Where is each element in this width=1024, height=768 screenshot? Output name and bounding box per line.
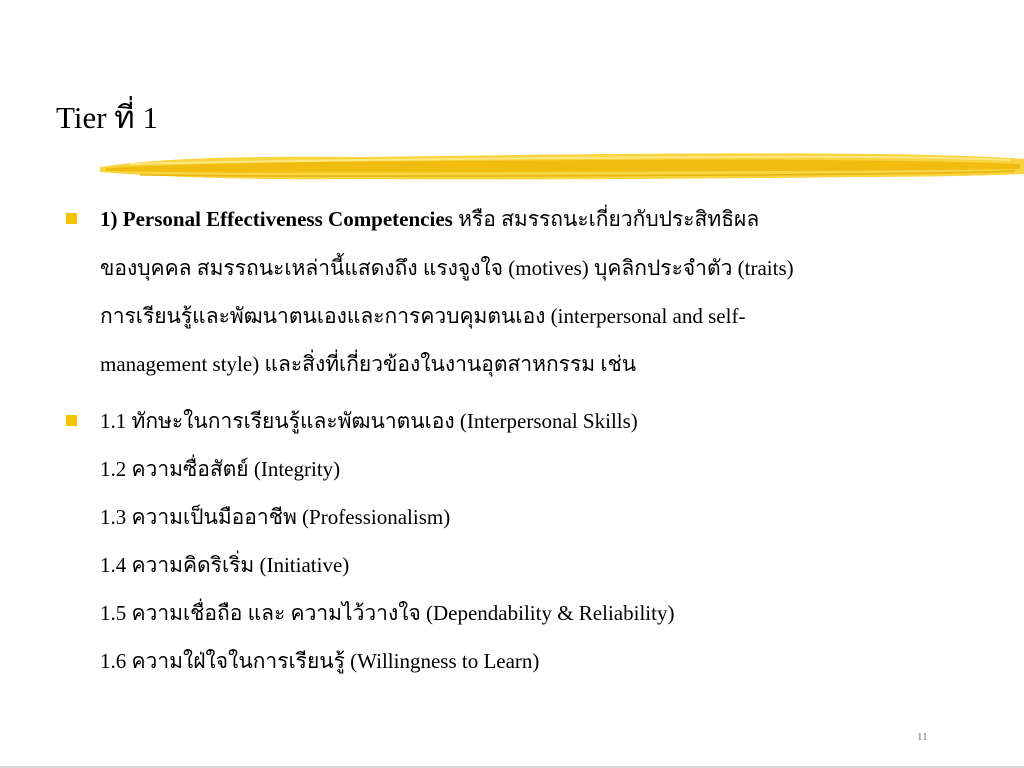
square-bullet-icon [66, 415, 77, 426]
bullet-line [100, 204, 759, 234]
list-item: 1.6 ความใฝ่ใจในการเรียนรู้ (Willingness to Learn) [100, 649, 540, 673]
bullet-text: หรือ สมรรถนะเกี่ยวกับประสิทธิผล [452, 207, 760, 231]
list-item: 1.4 ความคิดริเริ่ม (Initiative) [100, 553, 350, 577]
bullet-line: ของบุคคล สมรรถนะเหล่านี้แสดงถึง แรงจูงใจ (motives) บุคลิกประจำตัว (traits) [100, 256, 794, 280]
list-item: 1.1 ทักษะในการเรียนรู้และพัฒนาตนเอง (Interpersonal Skills) [100, 409, 638, 433]
list-item: 1.2 ความซื่อสัตย์ (Integrity) [100, 457, 341, 481]
list-item: 1.5 ความเชื่อถือ และ ความไว้วางใจ (Dependability & Reliability) [100, 601, 675, 625]
bullet-bold-heading: 1) Personal Effectiveness Competencies [100, 207, 453, 231]
bullet-line: การเรียนรู้และพัฒนาตนเองและการควบคุมตนเอง (interpersonal and self- [100, 304, 746, 328]
slide-title: Tier ที่ 1 [56, 100, 158, 135]
list-item: 1.3 ความเป็นมืออาชีพ (Professionalism) [100, 505, 451, 529]
bullet-line: management style) และสิ่งที่เกี่ยวข้องในงานอุตสาหกรรม เช่น [100, 352, 637, 376]
square-bullet-icon [66, 213, 77, 224]
yellow-brush-stroke-icon [100, 146, 1024, 188]
page-number: 11 [917, 731, 928, 743]
